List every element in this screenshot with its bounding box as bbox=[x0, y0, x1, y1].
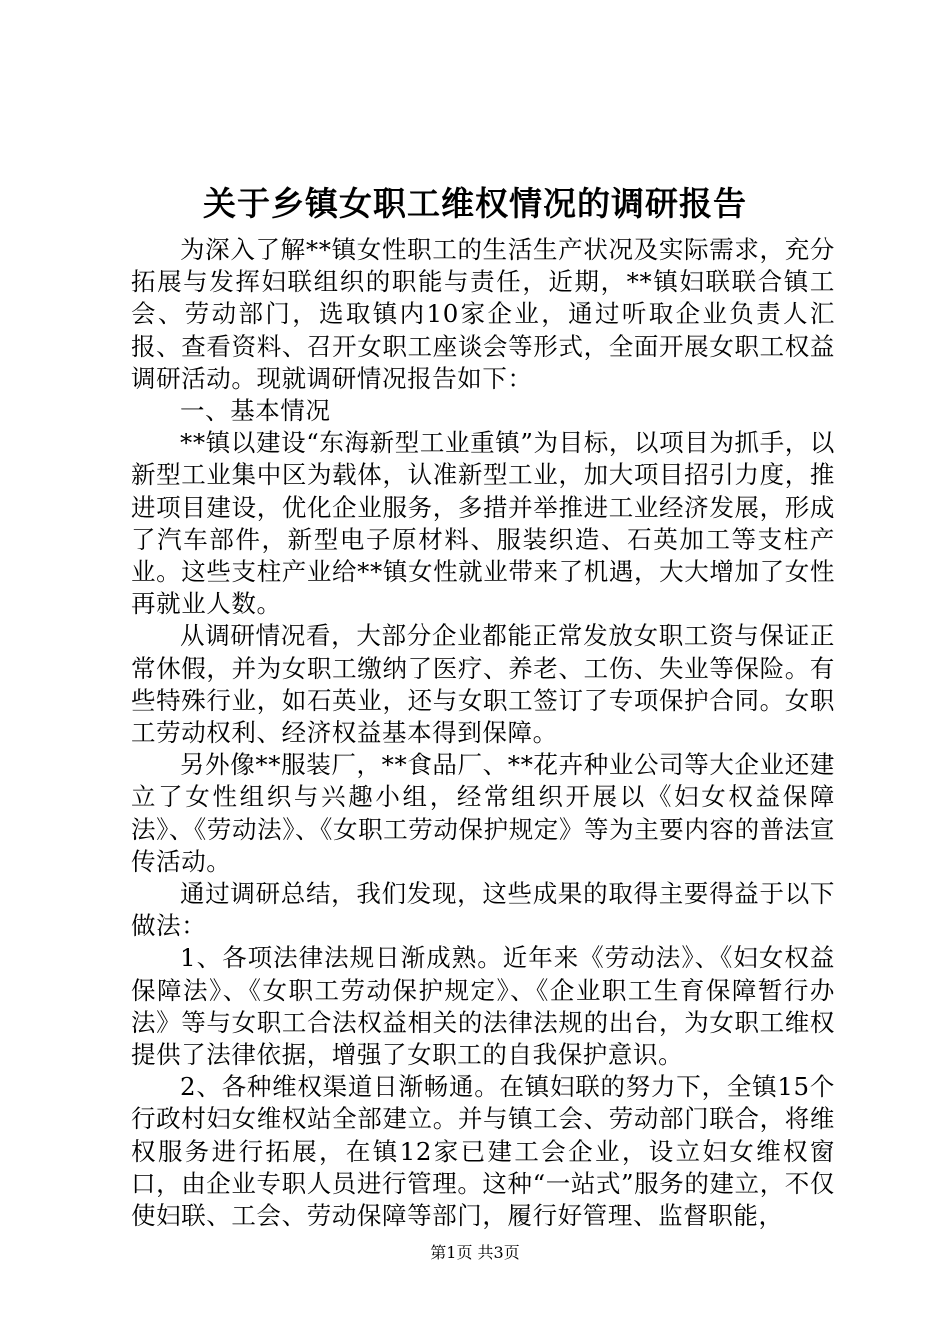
paragraph-industry: **镇以建设“东海新型工业重镇”为目标，以项目为抓手，以新型工业集中区为载体，认准新型工业，加大项目招引力度，推进项目建设，优化企业服务，多措并举推进工业经济发展，形成了汽车部件，新型电子原材料、服装织造、石英加工等支柱产业。这些支柱产业给**镇女性就业带来了机遇，大大增加了女性再就业人数。 bbox=[131, 428, 835, 619]
paragraph-organizations: 另外像**服装厂，**食品厂、**花卉种业公司等大企业还建立了女性组织与兴趣小组，经常组织开展以《妇女权益保障法》、《劳动法》、《女职工劳动保护规定》等为主要内容的普法宣传活动。 bbox=[131, 750, 835, 876]
paragraph-survey-findings: 从调研情况看，大部分企业都能正常发放女职工资与保证正常休假，并为女职工缴纳了医疗、养老、工伤、失业等保险。有些特殊行业，如石英业，还与女职工签订了专项保护合同。女职工劳动权利、经济权益基本得到保障。 bbox=[131, 621, 835, 748]
paragraph-point-2: 2、各种维权渠道日渐畅通。在镇妇联的努力下，全镇15个行政村妇女维权站全部建立。并与镇工会、劳动部门联合，将维权服务进行拓展，在镇12家已建工会企业，设立妇女维权窗口，由企业专职人员进行管理。这种“一站式”服务的建立，不仅使妇联、工会、劳动保障等部门，履行好管理、监督职能， bbox=[131, 1072, 835, 1231]
page-footer: 第1页 共3页 bbox=[430, 1243, 520, 1262]
paragraph-summary: 通过调研总结，我们发现，这些成果的取得主要得益于以下做法： bbox=[131, 879, 835, 941]
document-title: 关于乡镇女职工维权情况的调研报告 bbox=[203, 184, 747, 223]
document-body bbox=[131, 234, 835, 1232]
paragraph-intro: 为深入了解**镇女性职工的生活生产状况及实际需求，充分拓展与发挥妇联组织的职能与责任，近期，**镇妇联联合镇工会、劳动部门，选取镇内10家企业，通过听取企业负责人汇报、查看资料、召开女职工座谈会等形式，全面开展女职工权益调研活动。现就调研情况报告如下： bbox=[131, 235, 835, 393]
section-heading-basic-situation: 一、基本情况 bbox=[180, 396, 331, 426]
paragraph-point-1: 1、各项法律法规日渐成熟。近年来《劳动法》、《妇女权益保障法》、《女职工劳动保护规定》、《企业职工生育保障暂行办法》等与女职工合法权益相关的法律法规的出台，为女职工维权提供了法律依据，增强了女职工的自我保护意识。 bbox=[131, 943, 835, 1070]
